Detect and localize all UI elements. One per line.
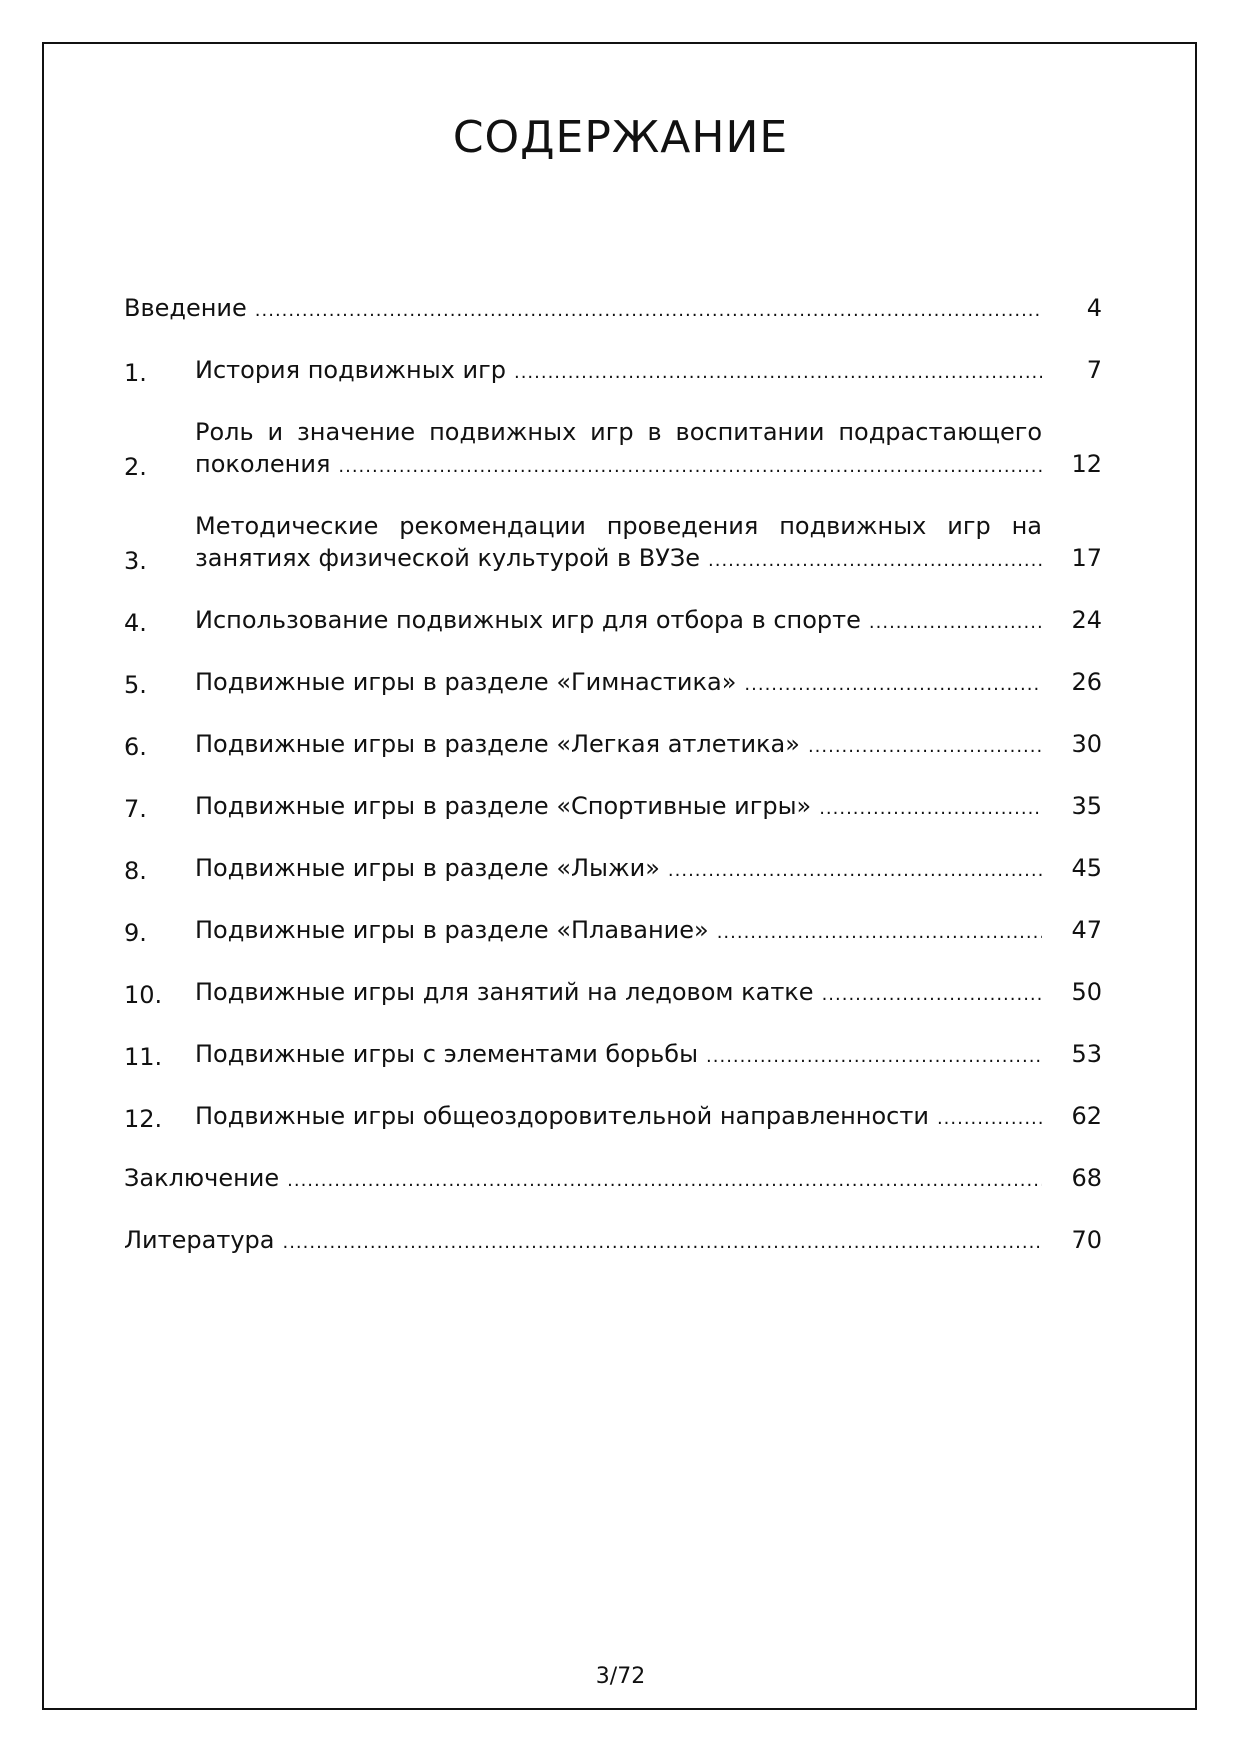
toc-entry-body [195,416,1102,483]
toc-entry-title: Заключение [124,1164,280,1192]
toc-entry[interactable] [124,1100,1102,1135]
toc-entry-page-number: 68 [1071,1164,1102,1192]
page-title: СОДЕРЖАНИЕ [452,112,789,163]
toc-entry-number: 5. [124,671,147,699]
toc-entry-page-number: 26 [1071,668,1102,696]
toc-entry-line [195,542,1102,577]
toc-entry[interactable] [124,1224,1102,1259]
toc-entry-page-number: 45 [1071,854,1102,882]
dot-leader [717,917,1042,949]
dot-leader [708,545,1042,577]
toc-entry[interactable] [124,728,1102,763]
table-of-contents [124,292,1102,1259]
toc-entry[interactable] [124,292,1102,327]
toc-entry-page-number: 47 [1071,916,1102,944]
toc-entry-body [195,852,1102,887]
toc-entry[interactable] [124,976,1102,1011]
toc-entry-line [195,354,1102,389]
page-counter: 3/72 [595,1664,646,1689]
toc-entry-page-number: 17 [1071,544,1102,572]
dot-leader [287,1165,1042,1197]
toc-entry-body [195,976,1102,1011]
toc-entry-line [195,604,1102,639]
toc-entry-number: 1. [124,359,147,387]
toc-entry-body [195,604,1102,639]
toc-entry-page-number: 50 [1071,978,1102,1006]
toc-entry-title: Введение [124,294,247,322]
toc-entry-number: 6. [124,733,147,761]
toc-entry-title-line: Роль и значение подвижных игр в воспитании подрастающего [195,418,1042,446]
toc-entry-body [195,510,1102,577]
toc-entry-page-number: 53 [1071,1040,1102,1068]
toc-entry-page-number: 7 [1086,356,1102,384]
dot-leader [808,731,1042,763]
toc-entry-line [124,1162,1102,1197]
toc-entry-line [195,666,1102,701]
dot-leader [937,1103,1042,1135]
toc-entry-body [124,292,1102,327]
toc-entry-title-line: Методические рекомендации проведения подвижных игр на [195,512,1042,540]
toc-entry-title: Подвижные игры в разделе «Спортивные игры» [195,792,812,820]
toc-entry-body [195,354,1102,389]
toc-entry-body [195,1100,1102,1135]
dot-leader [706,1041,1042,1073]
dot-leader [819,793,1042,825]
toc-entry-page-number: 30 [1071,730,1102,758]
toc-entry-body [195,1038,1102,1073]
toc-entry-number: 12. [124,1105,163,1133]
toc-entry[interactable] [124,914,1102,949]
toc-entry-body [195,790,1102,825]
toc-entry-title: Использование подвижных игр для отбора в спорте [195,606,861,634]
toc-entry-title: Подвижные игры с элементами борьбы [195,1040,699,1068]
toc-entry-title: Подвижные игры для занятий на ледовом катке [195,978,814,1006]
toc-entry-title: История подвижных игр [195,356,506,384]
toc-entry[interactable] [124,852,1102,887]
toc-entry-line [195,448,1102,483]
toc-entry[interactable] [124,1038,1102,1073]
toc-entry-title: занятиях физической культурой в ВУЗе [195,544,700,572]
toc-entry-line [124,292,1102,327]
toc-entry-number: 9. [124,919,147,947]
toc-entry-number: 8. [124,857,147,885]
toc-entry-line [195,852,1102,887]
toc-entry-page-number: 35 [1071,792,1102,820]
toc-entry-line [195,1038,1102,1073]
toc-entry-page-number: 24 [1071,606,1102,634]
toc-entry[interactable] [124,604,1102,639]
toc-entry[interactable] [124,510,1102,577]
toc-entry-body [195,666,1102,701]
toc-entry[interactable] [124,666,1102,701]
dot-leader [282,1227,1042,1259]
dot-leader [338,451,1042,483]
toc-entry-title: Подвижные игры в разделе «Легкая атлетика» [195,730,800,758]
toc-entry-title: Подвижные игры в разделе «Гимнастика» [195,668,737,696]
toc-entry-line [195,914,1102,949]
toc-entry[interactable] [124,354,1102,389]
toc-entry-number: 3. [124,547,147,575]
toc-entry-title: Литература [124,1226,275,1254]
toc-entry-body [195,914,1102,949]
toc-entry-page-number: 4 [1086,294,1102,322]
toc-entry-title: поколения [195,450,331,478]
dot-leader [668,855,1042,887]
toc-entry-line [195,1100,1102,1135]
toc-entry-line [124,1224,1102,1259]
toc-entry[interactable] [124,416,1102,483]
toc-entry[interactable] [124,790,1102,825]
toc-entry-number: 4. [124,609,147,637]
dot-leader [514,357,1042,389]
toc-entry-title: Подвижные игры в разделе «Лыжи» [195,854,660,882]
toc-entry-title: Подвижные игры общеоздоровительной направленности [195,1102,929,1130]
toc-entry-number: 2. [124,453,147,481]
toc-entry-page-number: 12 [1071,450,1102,478]
dot-leader [869,607,1042,639]
dot-leader [744,669,1042,701]
dot-leader [255,295,1042,327]
dot-leader [822,979,1042,1011]
toc-entry-line [195,728,1102,763]
toc-entry-title: Подвижные игры в разделе «Плавание» [195,916,709,944]
toc-entry-body [124,1224,1102,1259]
toc-entry-page-number: 62 [1071,1102,1102,1130]
toc-entry[interactable] [124,1162,1102,1197]
toc-entry-line [195,976,1102,1011]
toc-entry-number: 10. [124,981,163,1009]
toc-entry-number: 7. [124,795,147,823]
toc-entry-number: 11. [124,1043,163,1071]
toc-entry-page-number: 70 [1071,1226,1102,1254]
toc-entry-body [124,1162,1102,1197]
toc-entry-line [195,790,1102,825]
toc-entry-body [195,728,1102,763]
